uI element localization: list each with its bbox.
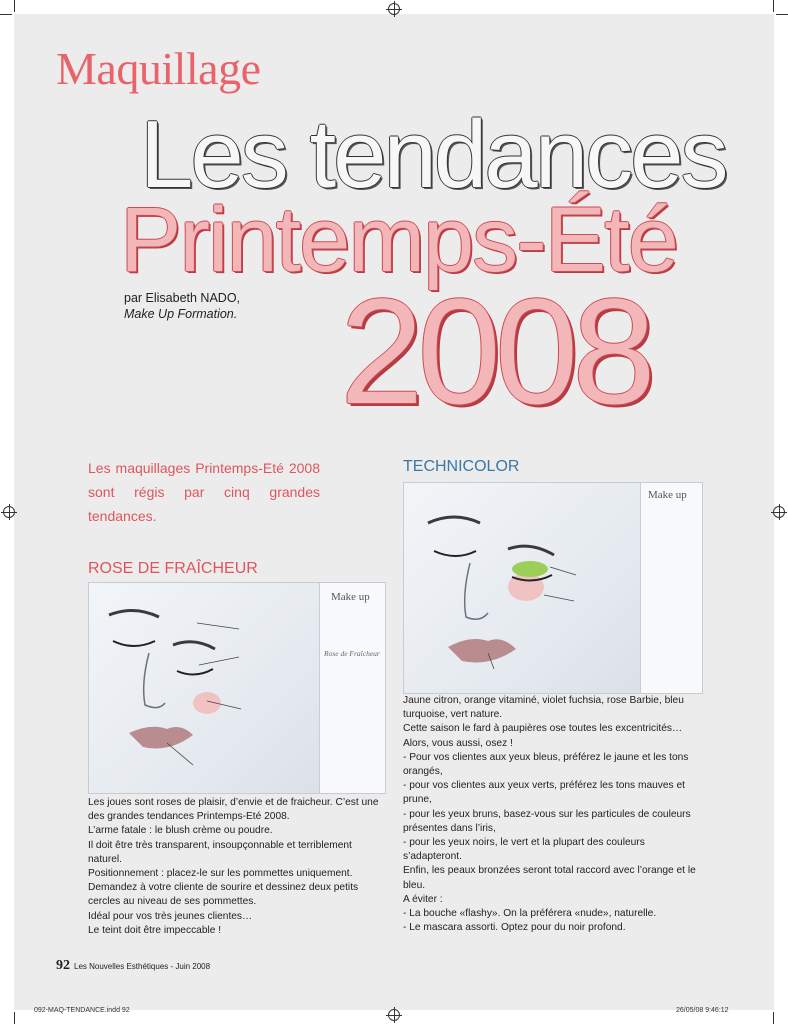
technicolor-paragraph: Enfin, les peaux bronzées seront total raccord avec l’orange et le bleu.: [403, 865, 696, 891]
technicolor-paragraph: - Pour vos clientes aux yeux bleus, préférez le jaune et les tons orangés,: [403, 751, 689, 778]
headline-line-2: Printemps-Été: [120, 189, 677, 291]
page-number: 92: [56, 958, 70, 973]
rose-card-note: Rose de Fraîcheur: [324, 649, 380, 658]
section-label: Maquillage: [56, 43, 261, 94]
technicolor-card-brand: Make up: [648, 489, 687, 501]
byline-role: Make Up Formation.: [124, 307, 238, 321]
rose-paragraph: Idéal pour vos très jeunes clientes…: [88, 910, 253, 922]
folio: [56, 958, 210, 974]
technicolor-paragraph: Alors, vous aussi, osez !: [403, 737, 513, 749]
technicolor-paragraph: Jaune citron, orange vitaminé, violet fuchsia, rose Barbie, bleu turquoise, vert nature.: [403, 695, 684, 721]
technicolor-face-drawing: [404, 483, 640, 693]
registration-mark-bottom-icon: [388, 1009, 400, 1021]
rose-paragraph: Positionnement : placez-le sur les pommettes uniquement. Demandez à votre cliente de sourire et dessinez deux petits cercles au niveau de ses pommettes.: [88, 868, 359, 908]
rose-heading: ROSE DE FRAÎCHEUR: [88, 560, 258, 577]
headline-line-1: Les tendances: [140, 101, 726, 208]
crop-mark-top-left: [14, 0, 15, 12]
headline-year: 2008: [340, 267, 650, 435]
technicolor-paragraph: - Le mascara assorti. Optez pour du noir profond.: [403, 922, 626, 934]
technicolor-brand-card: [640, 483, 703, 693]
technicolor-paragraph: Cette saison le fard à paupières ose toutes les excentricités…: [403, 723, 683, 735]
registration-mark-left-icon: [3, 506, 15, 518]
technicolor-body-text: [403, 694, 703, 935]
crop-mark-bottom-left: [14, 1012, 15, 1024]
registration-mark-top-icon: [388, 3, 400, 15]
technicolor-heading: TECHNICOLOR: [403, 458, 520, 475]
intro-paragraph: Les maquillages Printemps-Eté 2008 sont régis par cinq grandes tendances.: [88, 460, 320, 524]
technicolor-paragraph: - pour les yeux bruns, basez-vous sur les particules de couleurs présentes dans l’iris,: [403, 808, 691, 834]
byline-author: par Elisabeth NADO,: [124, 291, 241, 305]
rose-body-text: [88, 796, 386, 938]
technicolor-paragraph: - pour vos clientes aux yeux verts, préférez les tons mauves et prune,: [403, 780, 685, 806]
crop-mark-left-top: [0, 14, 12, 15]
byline: [124, 290, 240, 322]
technicolor-face-chart-photo: [403, 482, 703, 694]
technicolor-paragraph: A éviter :: [403, 893, 443, 905]
crop-mark-right-top: [776, 14, 788, 15]
technicolor-paragraph: - La bouche «flashy». On la préférera «nude», naturelle.: [403, 908, 657, 920]
rose-face-drawing: [89, 583, 319, 793]
slug-file-name: 092-MAQ-TENDANCE.indd 92: [34, 1007, 130, 1014]
rose-paragraph: L’arme fatale : le blush crème ou poudre.: [88, 825, 273, 837]
crop-mark-bottom-right: [773, 1012, 774, 1024]
rose-card-brand: Make up: [331, 591, 370, 603]
publication-source: Les Nouvelles Esthétiques - Juin 2008: [74, 962, 211, 971]
rose-face-chart-photo: [88, 582, 386, 794]
rose-paragraph: Il doit être très transparent, insoupçonnable et terriblement naturel.: [88, 839, 352, 865]
rose-brand-card: [319, 583, 386, 793]
rose-paragraph: Les joues sont roses de plaisir, d’envie et de fraicheur. C’est une des grandes tendances Printemps-Eté 2008.: [88, 797, 379, 823]
rose-paragraph: Le teint doit être impeccable !: [88, 924, 222, 936]
slug-timestamp: 26/05/08 9:46:12: [676, 1007, 729, 1014]
technicolor-paragraph: - pour les yeux noirs, le vert et la plupart des couleurs s’adapteront.: [403, 837, 645, 863]
crop-mark-top-right: [773, 0, 774, 12]
registration-mark-right-icon: [773, 506, 785, 518]
